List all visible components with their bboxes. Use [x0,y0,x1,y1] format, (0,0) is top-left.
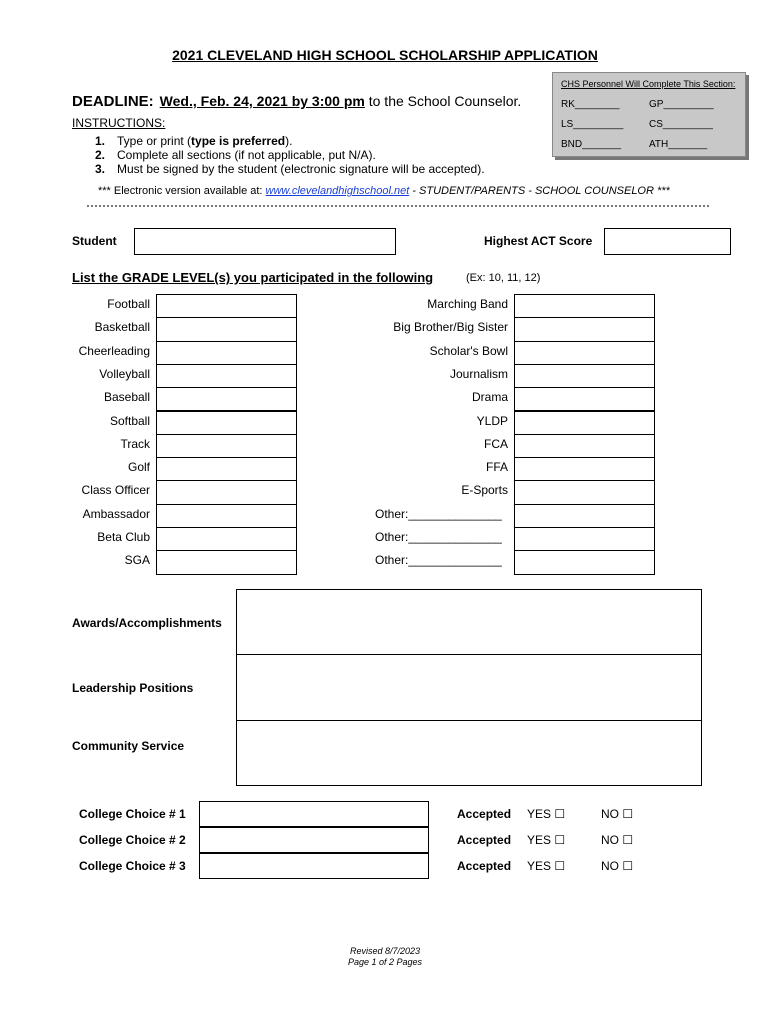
act-score-field[interactable] [604,228,731,255]
footer [0,946,770,968]
no-checkbox[interactable]: NO ☐ [601,859,634,873]
student-label: Student [72,234,117,248]
activity-label-left: Volleyball [99,366,150,381]
grade-level-example: (Ex: 10, 11, 12) [466,272,541,284]
deadline-label: DEADLINE: [72,93,154,110]
activity-label-right: Other:______________ [375,553,502,568]
grade-level-field[interactable] [156,527,297,551]
school-website-link[interactable]: www.clevelandhighschool.net [265,185,410,197]
activity-label-left: SGA [124,553,150,568]
leadership-label: Leadership Positions [72,681,194,695]
activity-label-left: Basketball [94,320,150,335]
grade-level-field[interactable] [514,457,655,481]
divider [87,205,709,207]
grade-level-field[interactable] [156,457,297,481]
activity-label-right: Big Brother/Big Sister [393,320,508,335]
accepted-label: Accepted [457,859,512,873]
personnel-heading: CHS Personnel Will Complete This Section: [561,79,736,89]
activity-label-right: Scholar's Bowl [429,343,508,358]
grade-level-field[interactable] [514,504,655,528]
grade-level-field[interactable] [514,294,655,318]
activity-label-left: Class Officer [81,483,150,498]
grade-level-field[interactable] [156,364,297,388]
college-choice-field[interactable] [199,827,429,853]
yes-checkbox[interactable]: YES ☐ [527,833,566,847]
revision-date: Revised 8/7/2023 [349,946,421,956]
grade-level-field[interactable] [156,480,297,504]
act-score-label: Highest ACT Score [484,234,593,248]
instructions-list [95,134,485,176]
personnel-section [552,72,746,157]
awards-label: Awards/Accomplishments [72,616,222,630]
instructions-heading: INSTRUCTIONS: [72,116,166,130]
activity-label-left: Track [120,436,150,451]
activity-label-right: FFA [485,460,508,475]
personnel-field: CS_________ [649,119,713,130]
yes-checkbox[interactable]: YES ☐ [527,807,566,821]
personnel-field: BND_______ [561,139,622,150]
activity-label-right: Other:______________ [375,530,502,544]
activity-label-left: Ambassador [82,506,150,521]
grade-level-field[interactable] [514,411,655,435]
leadership-field[interactable] [236,654,702,721]
grade-level-field[interactable] [156,317,297,341]
instruction-item: 2. Complete all sections (if not applicable, put N/A). [95,148,376,162]
electronic-version-note: *** Electronic version available at: www.clevelandhighschool.net - STUDENT/PARENTS - SCHOOL COUNSELOR *** [98,185,670,197]
activity-label-right: Marching Band [427,297,508,311]
activity-label-right: Drama [471,390,508,405]
grade-level-field[interactable] [514,387,655,411]
college-choice-label: College Choice # 1 [79,807,186,821]
activity-label-right: E-Sports [461,483,508,498]
activity-label-left: Football [107,297,150,311]
activity-label-left: Cheerleading [78,343,150,358]
grade-level-field[interactable] [156,387,297,411]
activity-label-right: YLDP [476,413,508,428]
grade-level-field[interactable] [514,527,655,551]
no-checkbox[interactable]: NO ☐ [601,807,634,821]
deadline-date: Wed., Feb. 24, 2021 by 3:00 pm [159,93,365,109]
personnel-field: ATH_______ [649,139,708,150]
college-choice-label: College Choice # 3 [79,859,186,873]
grade-level-field[interactable] [156,504,297,528]
instruction-item: 1. Type or print (type is preferred). [95,134,293,148]
grade-level-field[interactable] [156,550,297,574]
accepted-label: Accepted [457,807,512,821]
form-title: 2021 CLEVELAND HIGH SCHOOL SCHOLARSHIP APPLICATION [172,47,598,63]
community-service-label: Community Service [72,739,185,753]
grade-level-field[interactable] [514,364,655,388]
grade-level-field[interactable] [514,480,655,504]
deadline-line [72,93,521,110]
student-name-field[interactable] [134,228,396,255]
grade-level-field[interactable] [156,294,297,318]
awards-field[interactable] [236,589,702,655]
activity-label-right: Journalism [449,366,508,381]
college-choice-field[interactable] [199,853,429,879]
grade-level-field[interactable] [514,434,655,458]
activity-label-right: Other:______________ [375,506,502,521]
grade-level-field[interactable] [156,341,297,365]
community-service-field[interactable] [236,720,702,786]
college-choice-field[interactable] [199,801,429,827]
instruction-item: 3. Must be signed by the student (electronic signature will be accepted). [95,162,485,176]
grade-level-field[interactable] [514,341,655,365]
activity-label-left: Golf [127,460,150,475]
grade-level-field[interactable] [514,550,655,574]
deadline-suffix: to the School Counselor. [364,93,522,109]
personnel-field: LS_________ [561,119,624,130]
activity-label-left: Beta Club [97,530,150,544]
yes-checkbox[interactable]: YES ☐ [527,859,566,873]
personnel-field: GP_________ [649,99,714,110]
activity-label-left: Baseball [103,390,150,405]
grade-level-field[interactable] [156,411,297,435]
grade-level-heading: List the GRADE LEVEL(s) you participated in the following [72,270,434,285]
college-choice-label: College Choice # 2 [79,833,186,847]
personnel-field: RK________ [561,99,620,110]
no-checkbox[interactable]: NO ☐ [601,833,634,847]
grade-level-field[interactable] [156,434,297,458]
activity-label-left: Softball [109,413,150,428]
activity-label-right: FCA [484,436,508,451]
accepted-label: Accepted [457,833,512,847]
page-number: Page 1 of 2 Pages [347,957,423,967]
grade-level-field[interactable] [514,317,655,341]
